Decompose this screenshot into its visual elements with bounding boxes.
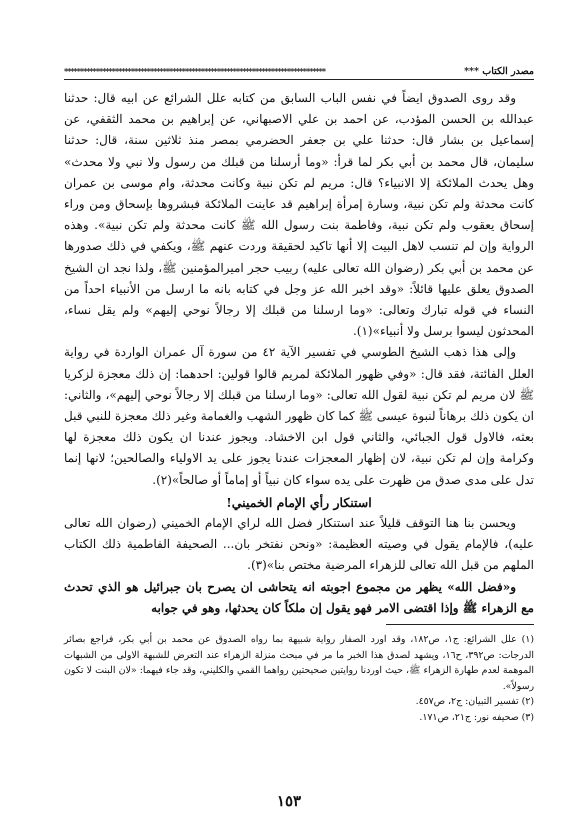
footnotes — [64, 632, 534, 726]
paragraph-tusi: وإلى هذا ذهب الشيخ الطوسي في تفسير الآية ٤٢ من سورة آل عمران الواردة في رواية العلل الفائتة، فقد قال: «وفي ظهور الملائكة لمريم قالوا قولين: احدهما: إن ذلك معجزة لزكريا ﷺ لان مريم لم تكن نبية لقول الله تعالى: «وما ارسلنا من قبلك إلا رجالاً نوحي إليهم»، والثاني: ان يكون ذلك برهاناً لنبوة عيسى ﷺ كما كان ظهور الشهب والغمامة وغير ذلك معجزة للنبي قبل بعثه، فالاول قول الجبائي، والثاني قول ابن الاخشاد. ويجوز عندنا ان يكون ذلك معجزة لها وكرامة وإن لم تكن نبية، لان إظهار المعجزات عندنا يجوز على يد الاولياء والصالحين؛ لانها إنما تدل على مدى صدق من ظهرت على يده سواء كان نبياً أو إماماً أو صالحاً»(٢). — [64, 345, 534, 487]
footnote-2: (٢) تفسير التبيان: ج٢، ص٤٥٧. — [415, 696, 534, 708]
paragraph-saduq: وقد روى الصدوق ايضاً في نفس الباب السابق من كتابه علل الشرائع عن ابيه قال: حدثنا عبدالله بن الحسن المؤدب، عن احمد بن علي الاصبهاني، عن إبراهيم بن محمد الثقفي، عن إسماعيل بن بشار قال: حدثنا علي بن جعفر الحضرمي بمصر منذ ثلاثين سنة، قال: حدثنا سليمان، قال محمد بن أبي بكر لما قرأ: «وما أرسلنا من قبلك من رسول ولا نبي ولا محدث» وهل يحدث الملائكة إلا الانبياء؟ قال: مريم لم تكن نبية وكانت محدثة، وام موسى بن عمران كانت محدثة ولم تكن نبية، وسارة إمرأة إبراهيم قد عاينت الملائكة فبشروها بإسحاق ومن وراء إسحاق يعقوب ولم تكن نبية، وفاطمة بنت رسول الله ﷺ كانت محدثة ولم تكن نبية». وهذه الرواية وإن لم تنسب لاهل البيت إلا أنها تاكيد لحقيقة وردت عنهم ﷺ، ويكفي في ذلك صدورها عن محمد بن أبي بكر (رضوان الله تعالى عليه) ربيب حجر اميرالمؤمنين ﷺ، ولذا نجد ان الشيخ الصدوق يعلق عليها قائلاً: «وقد اخبر الله عز وجل في كتابه بانه ما ارسل من الأنبياء احداً من النساء في قوله تبارك وتعالى: «وما ارسلنا من قبلك إلا رجالاً نوحي إليهم» ولم يقل نساء، المحدثون ليسوا برسل ولا أنبياء»(١). — [64, 91, 534, 339]
footnote-1: (١) علل الشرائع: ج١، ص١٨٢، وقد اورد الصفار رواية شبيهة بما رواه الصدوق عن محمد بن أبي بكر، فراجع بصائر الدرجات: ص٣٩٢، ح١٦، ويشهد لصدق هذا الخبر ما مر في مبحث منزلة الزهراء عند التعرض للشبهة الاولى من الشبهات الموهمة لعدم طهارة الزهراء ﷺ، حيث اوردنا روايتين صحيحتين رواهما القمي والكليني، وقد جاء فيهما: «لان البنت لا تكون رسولاً». — [64, 634, 534, 692]
paragraph-bold: و«فضل الله» يظهر من مجموع اجوبته انه يتحاشى ان يصرح بان جبرائيل هو الذي تحدث مع الزهراء ﷺ وإذا اقتضى الامر فهو يقول إن ملكاً كان يحدثها، وهو في جوابه — [64, 579, 534, 615]
header-title: مصدر الكتاب *** — [464, 65, 534, 77]
header-rule — [64, 79, 534, 80]
header-star-rule: ********************************************************************************** — [64, 66, 326, 76]
running-header — [64, 64, 534, 78]
footnote-3: (٣) صحيفه نور: ج٢١، ص١٧١. — [419, 711, 534, 723]
paragraph-khomeini: ويحسن بنا هنا التوقف قليلاً عند استنكار فضل الله لراي الإمام الخميني (رضوان الله تعالى عليه)، فالإمام يقول في وصيته العظيمة: «ونحن نفتخر بان... الصحيفة الفاطمية ذلك الكتاب الملهم من قبل الله تعالى للزهراء المرضية مختص بنا»(٣). — [64, 516, 534, 573]
page-number: ١٥٣ — [276, 792, 302, 810]
footnote-rule — [386, 624, 534, 625]
section-heading: استنكار رأي الإمام الخميني! — [226, 494, 372, 510]
main-text — [64, 88, 534, 619]
